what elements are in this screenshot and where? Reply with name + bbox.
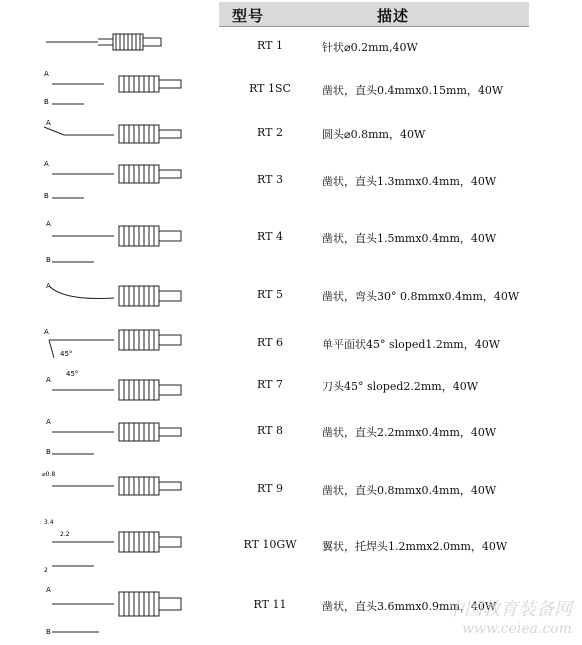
model-cell: RT 6 <box>257 336 283 349</box>
model-cell: RT 10GW <box>243 538 297 551</box>
label-a: A <box>46 586 51 594</box>
label-a: A <box>46 376 51 384</box>
table-row <box>0 30 582 60</box>
model-cell: RT 5 <box>257 288 283 301</box>
tip-drawing-rt4 <box>44 212 224 272</box>
description-cell: 针状⌀0.2mm,40W <box>322 41 418 54</box>
description-cell: 凿状，直头2.2mmx0.4mm，40W <box>322 426 497 439</box>
tip-drawing-rt11 <box>44 582 224 640</box>
table-row <box>0 366 582 410</box>
dimension-label: 2.2 <box>60 531 70 538</box>
angle-label: 45° <box>60 350 73 358</box>
description-cell: 凿状，直头0.4mmx0.15mm，40W <box>322 84 504 97</box>
label-a: A <box>46 418 51 426</box>
tip-drawing-rt2 <box>44 115 224 149</box>
table-row <box>0 514 582 578</box>
dimension-label: 3.4 <box>44 519 54 526</box>
watermark <box>446 595 572 637</box>
label-a: A <box>46 119 51 127</box>
label-a: A <box>44 160 49 168</box>
model-cell: RT 9 <box>257 482 283 495</box>
table-row <box>0 412 582 462</box>
header-model: 型号 <box>232 7 265 25</box>
table-row <box>0 212 582 272</box>
model-cell: RT 1SC <box>249 82 291 95</box>
tip-drawing-rt6 <box>44 322 224 366</box>
description-cell: 凿状，直头1.3mmx0.4mm，40W <box>322 175 497 188</box>
header-description: 描述 <box>377 7 410 25</box>
label-b: B <box>46 448 51 456</box>
label-a: A <box>44 328 49 336</box>
description-cell: 单平面状45° sloped1.2mm，40W <box>322 338 501 351</box>
model-cell: RT 3 <box>257 173 283 186</box>
model-cell: RT 2 <box>257 126 283 139</box>
model-cell: RT 11 <box>253 598 287 611</box>
label-b: B <box>44 192 49 200</box>
description-cell: 翼状，托焊头1.2mmx2.0mm，40W <box>322 540 508 553</box>
description-cell: 凿状，直头0.8mmx0.4mm，40W <box>322 484 497 497</box>
label-b: B <box>46 628 51 636</box>
label-b: B <box>46 256 51 264</box>
table-row <box>0 466 582 510</box>
label-b: B <box>44 98 49 106</box>
description-cell: 凿状，直头3.6mmx0.9mm，40W <box>322 600 497 613</box>
model-cell: RT 4 <box>257 230 283 243</box>
table-row <box>0 66 582 110</box>
tip-drawing-rt5 <box>44 276 224 316</box>
tip-drawing-rt10gw <box>44 514 224 578</box>
dimension-label: ⌀0.8 <box>42 471 56 478</box>
tip-drawing-rt1sc <box>44 66 224 110</box>
label-a: A <box>44 70 49 78</box>
table-row <box>0 276 582 316</box>
tip-drawing-rt7 <box>44 366 224 410</box>
description-cell: 圆头⌀0.8mm，40W <box>322 128 426 141</box>
description-cell: 刀头45° sloped2.2mm，40W <box>322 380 479 393</box>
table-header <box>219 2 529 27</box>
table-row <box>0 115 582 149</box>
angle-label: 45° <box>66 370 79 378</box>
tip-drawing-rt8 <box>44 412 224 462</box>
label-a: A <box>46 220 51 228</box>
watermark-line1: 中国教育装备网 <box>446 599 572 620</box>
model-cell: RT 1 <box>257 39 283 52</box>
description-cell: 凿状，直头1.5mmx0.4mm，40W <box>322 232 497 245</box>
model-cell: RT 7 <box>257 378 283 391</box>
dimension-label: 2 <box>44 567 48 574</box>
watermark-line2: www.ceiea.com <box>462 621 572 637</box>
description-cell: 凿状，弯头30° 0.8mmx0.4mm，40W <box>322 290 520 303</box>
model-cell: RT 8 <box>257 424 283 437</box>
tip-drawing-rt1 <box>38 30 218 60</box>
table-row <box>0 154 582 204</box>
label-a: A <box>46 282 51 290</box>
tip-drawing-rt3 <box>44 154 224 204</box>
table-row <box>0 322 582 366</box>
tip-drawing-rt9 <box>44 466 224 510</box>
